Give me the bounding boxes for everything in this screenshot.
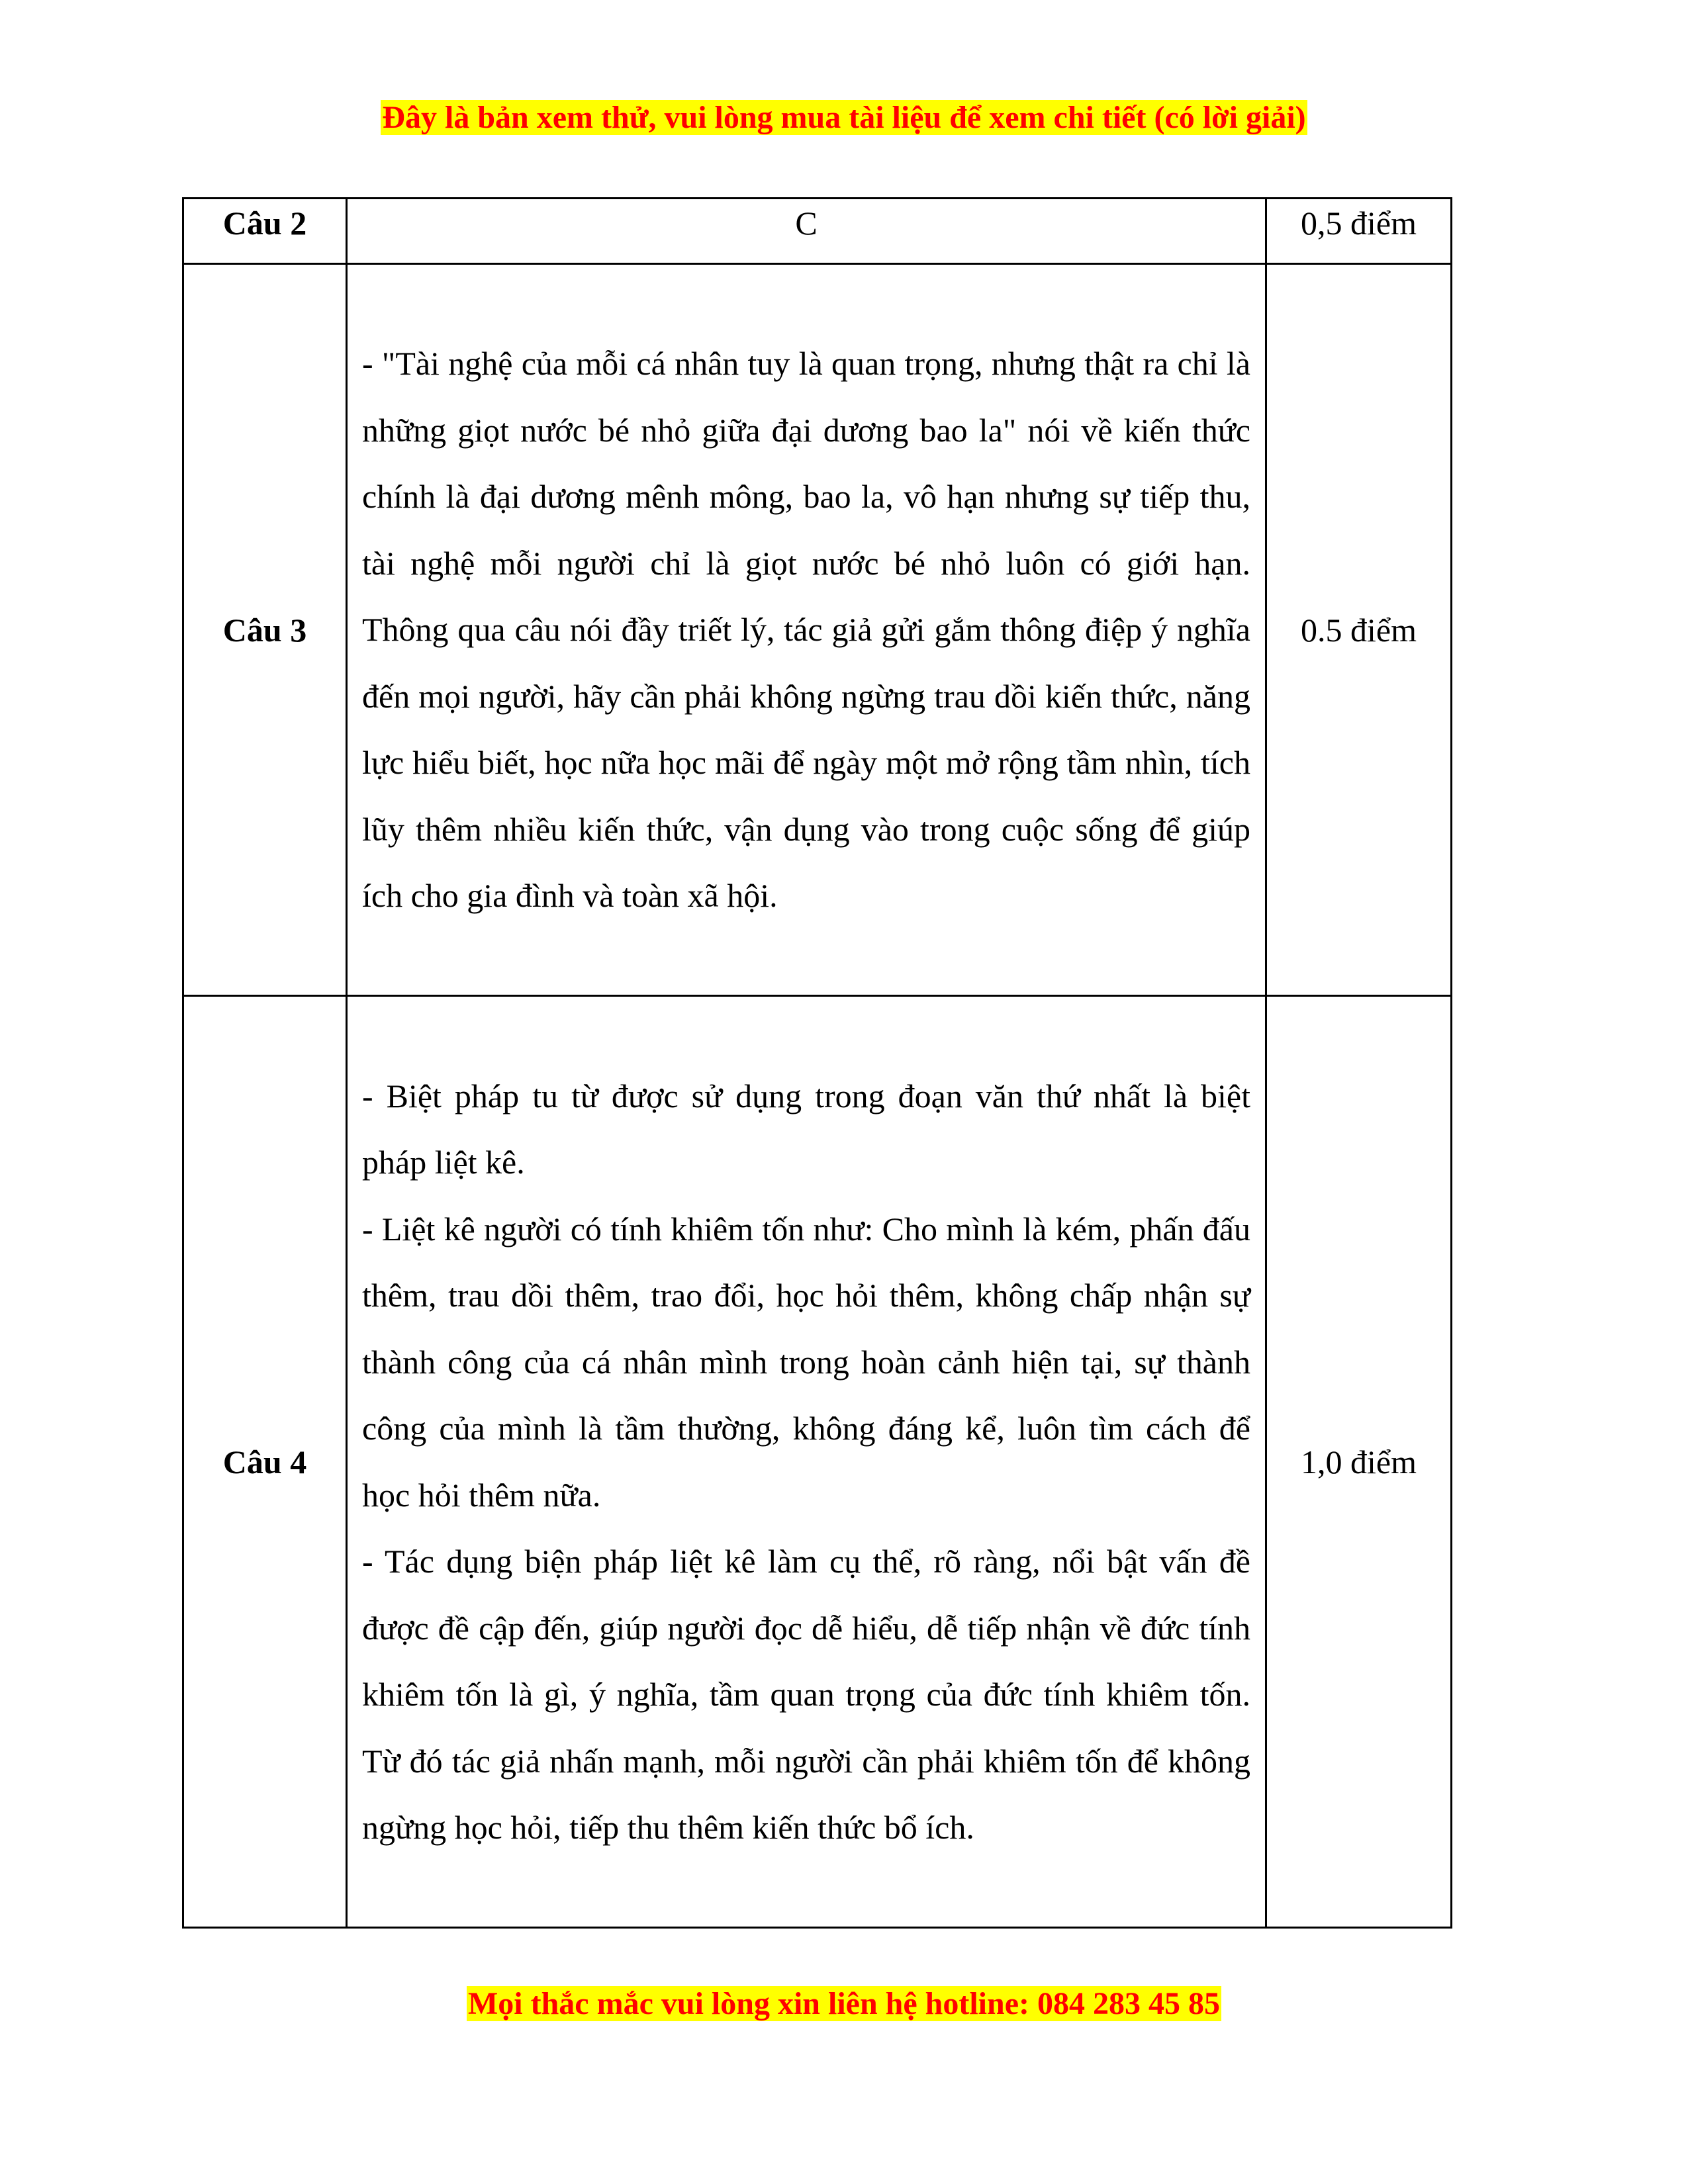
score-cell: 1,0 điểm (1266, 996, 1452, 1928)
answer-cell (347, 264, 1266, 996)
question-label: Câu 3 (183, 264, 347, 996)
table-row (183, 199, 1452, 264)
question-label: Câu 4 (183, 996, 347, 1928)
answer-paragraph: - Liệt kê người có tính khiêm tốn như: Cho mình là kém, phấn đấu thêm, trau dồi thêm, trao đổi, học hỏi thêm, không chấp nhận sự thành công của cá nhân mình trong hoàn cảnh hiện tại, sự thành công của mình là tầm thường, không đáng kể, luôn tìm cách để học hỏi thêm nữa. (362, 1210, 1250, 1514)
contact-notice-text: Mọi thắc mắc vui lòng xin liên hệ hotline: 084 283 45 85 (467, 1986, 1220, 2021)
answer-paragraph: - Biệt pháp tu từ được sử dụng trong đoạn văn thứ nhất là biệt pháp liệt kê. (362, 1077, 1250, 1181)
answer-cell: C (347, 199, 1266, 264)
table-row (183, 264, 1452, 996)
preview-notice-banner (0, 98, 1688, 138)
score-cell: 0.5 điểm (1266, 264, 1452, 996)
contact-notice-banner (0, 1984, 1688, 2024)
table-row (183, 996, 1452, 1928)
score-cell: 0,5 điểm (1266, 199, 1452, 264)
answer-paragraph: - Tác dụng biện pháp liệt kê làm cụ thể, rõ ràng, nổi bật vấn đề được đề cập đến, giúp người đọc dễ hiểu, dễ tiếp nhận về đức tính khiêm tốn là gì, ý nghĩa, tầm quan trọng của đức tính khiêm tốn. Từ đó tác giả nhấn mạnh, mỗi người cần phải khiêm tốn để không ngừng học hỏi, tiếp thu thêm kiến thức bổ ích. (362, 1543, 1250, 1846)
answer-paragraph: - "Tài nghệ của mỗi cá nhân tuy là quan trọng, nhưng thật ra chỉ là những giọt nước bé nhỏ giữa đại dương bao la" nói về kiến thức chính là đại dương mênh mông, bao la, vô hạn nhưng sự tiếp thu, tài nghệ mỗi người chỉ là giọt nước bé nhỏ luôn có giới hạn. Thông qua câu nói đầy triết lý, tác giả gửi gắm thông điệp ý nghĩa đến mọi người, hãy cần phải không ngừng trau dồi kiến thức, năng lực hiểu biết, học nữa học mãi để ngày một mở rộng tầm nhìn, tích lũy thêm nhiều kiến thức, vận dụng vào trong cuộc sống để giúp ích cho gia đình và toàn xã hội. (362, 345, 1250, 915)
preview-notice-text: Đây là bản xem thử, vui lòng mua tài liệu để xem chi tiết (có lời giải) (382, 100, 1306, 135)
answer-cell (347, 996, 1266, 1928)
question-label: Câu 2 (183, 199, 347, 264)
answer-table (182, 197, 1452, 1929)
